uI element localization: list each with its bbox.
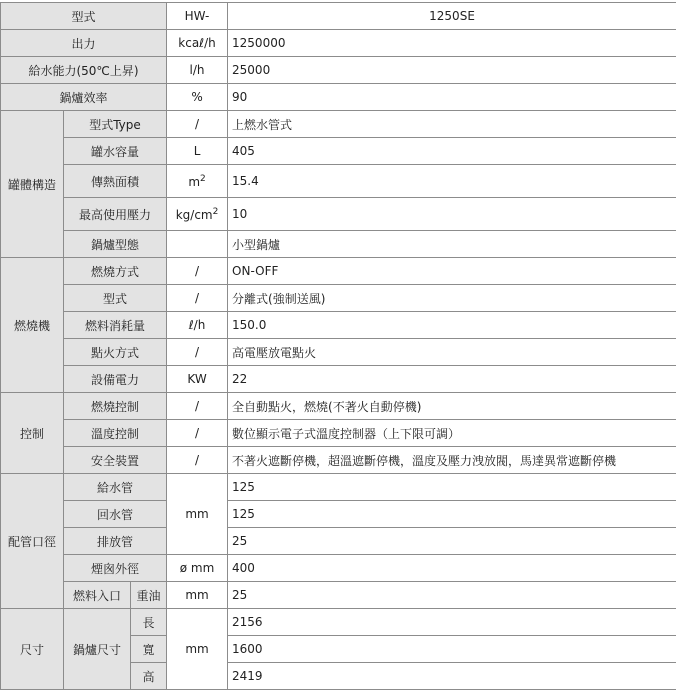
burner-group-label: 燃燒機 <box>1 258 64 393</box>
max-pressure-unit-base: kg/cm <box>176 208 213 222</box>
feed-pipe-label: 給水管 <box>64 474 167 501</box>
burner-row-label: 燃燒方式 <box>64 258 167 285</box>
fuel-inlet-unit: mm <box>167 582 228 609</box>
spec-table <box>0 2 676 690</box>
table-row <box>1 555 676 582</box>
drain-pipe-value: 25 <box>228 528 676 555</box>
control-row-unit: / <box>167 393 228 420</box>
chimney-unit: ø mm <box>167 555 228 582</box>
control-row-value: 不著火遮斷停機，超溫遮斷停機，溫度及壓力洩放閥，馬達異常遮斷停機 <box>228 447 676 474</box>
model-label: 型式 <box>1 3 167 30</box>
burner-row-value: 150.0 <box>228 312 676 339</box>
height-value: 2419 <box>228 663 676 690</box>
pipe-unit: mm <box>167 474 228 555</box>
structure-type-value: 上燃水管式 <box>228 111 676 138</box>
table-row <box>1 501 676 528</box>
control-row-label: 溫度控制 <box>64 420 167 447</box>
structure-type-label: 型式Type <box>64 111 167 138</box>
table-row <box>1 231 676 258</box>
max-pressure-unit <box>167 198 228 231</box>
efficiency-label: 鍋爐效率 <box>1 84 167 111</box>
burner-row-value: ON-OFF <box>228 258 676 285</box>
length-label: 長 <box>131 609 167 636</box>
table-row <box>1 165 676 198</box>
table-row <box>1 366 676 393</box>
heat-area-unit <box>167 165 228 198</box>
table-row <box>1 528 676 555</box>
table-row <box>1 198 676 231</box>
heat-area-value: 15.4 <box>228 165 676 198</box>
output-unit: kcaℓ/h <box>167 30 228 57</box>
output-value: 1250000 <box>228 30 676 57</box>
burner-row-value: 高電壓放電點火 <box>228 339 676 366</box>
max-pressure-value: 10 <box>228 198 676 231</box>
burner-row-label: 點火方式 <box>64 339 167 366</box>
table-row <box>1 447 676 474</box>
water-volume-value: 405 <box>228 138 676 165</box>
table-row <box>1 609 676 636</box>
burner-row-unit: / <box>167 258 228 285</box>
burner-row-value: 22 <box>228 366 676 393</box>
water-volume-unit: L <box>167 138 228 165</box>
width-label: 寬 <box>131 636 167 663</box>
piping-group-label: 配管口徑 <box>1 474 64 609</box>
fuel-type-label: 重油 <box>131 582 167 609</box>
feed-capacity-unit: l/h <box>167 57 228 84</box>
heat-area-label: 傳熱面積 <box>64 165 167 198</box>
feed-capacity-label: 給水能力(50℃上昇) <box>1 57 167 84</box>
table-row <box>1 474 676 501</box>
feed-pipe-value: 125 <box>228 474 676 501</box>
model-prefix: HW- <box>167 3 228 30</box>
water-volume-label: 罐水容量 <box>64 138 167 165</box>
efficiency-unit: % <box>167 84 228 111</box>
max-pressure-label: 最高使用壓力 <box>64 198 167 231</box>
model-value: 1250SE <box>228 3 676 30</box>
table-row <box>1 111 676 138</box>
feed-capacity-value: 25000 <box>228 57 676 84</box>
control-row-label: 燃燒控制 <box>64 393 167 420</box>
control-group-label: 控制 <box>1 393 64 474</box>
chimney-label: 煙囪外徑 <box>64 555 167 582</box>
burner-row-unit: / <box>167 285 228 312</box>
drain-pipe-label: 排放管 <box>64 528 167 555</box>
length-value: 2156 <box>228 609 676 636</box>
fuel-inlet-value: 25 <box>228 582 676 609</box>
control-row-value: 全自動點火，燃燒(不著火自動停機) <box>228 393 676 420</box>
width-value: 1600 <box>228 636 676 663</box>
boiler-form-unit <box>167 231 228 258</box>
boiler-form-label: 鍋爐型態 <box>64 231 167 258</box>
table-row <box>1 30 676 57</box>
size-group-label: 尺寸 <box>1 609 64 690</box>
burner-row-label: 型式 <box>64 285 167 312</box>
return-pipe-label: 回水管 <box>64 501 167 528</box>
table-row <box>1 339 676 366</box>
chimney-value: 400 <box>228 555 676 582</box>
heat-area-unit-base: m <box>188 175 200 189</box>
table-row <box>1 138 676 165</box>
max-pressure-unit-sup: 2 <box>213 207 219 217</box>
burner-row-value: 分離式(強制送風) <box>228 285 676 312</box>
burner-row-unit: KW <box>167 366 228 393</box>
structure-type-unit: / <box>167 111 228 138</box>
table-row <box>1 420 676 447</box>
boiler-form-value: 小型鍋爐 <box>228 231 676 258</box>
burner-row-label: 設備電力 <box>64 366 167 393</box>
control-row-unit: / <box>167 420 228 447</box>
burner-row-unit: / <box>167 339 228 366</box>
efficiency-value: 90 <box>228 84 676 111</box>
structure-group-label: 罐體構造 <box>1 111 64 258</box>
table-row <box>1 285 676 312</box>
output-label: 出力 <box>1 30 167 57</box>
fuel-inlet-label: 燃料入口 <box>64 582 131 609</box>
table-row <box>1 582 676 609</box>
burner-row-unit: ℓ/h <box>167 312 228 339</box>
control-row-label: 安全裝置 <box>64 447 167 474</box>
heat-area-unit-sup: 2 <box>200 174 206 184</box>
table-row <box>1 258 676 285</box>
control-row-value: 數位顯示電子式溫度控制器（上下限可調） <box>228 420 676 447</box>
table-row <box>1 3 676 30</box>
control-row-unit: / <box>167 447 228 474</box>
burner-row-label: 燃料消耗量 <box>64 312 167 339</box>
boiler-size-label: 鍋爐尺寸 <box>64 609 131 690</box>
return-pipe-value: 125 <box>228 501 676 528</box>
size-unit: mm <box>167 609 228 690</box>
height-label: 高 <box>131 663 167 690</box>
table-row <box>1 393 676 420</box>
table-row <box>1 84 676 111</box>
table-row <box>1 57 676 84</box>
table-row <box>1 312 676 339</box>
